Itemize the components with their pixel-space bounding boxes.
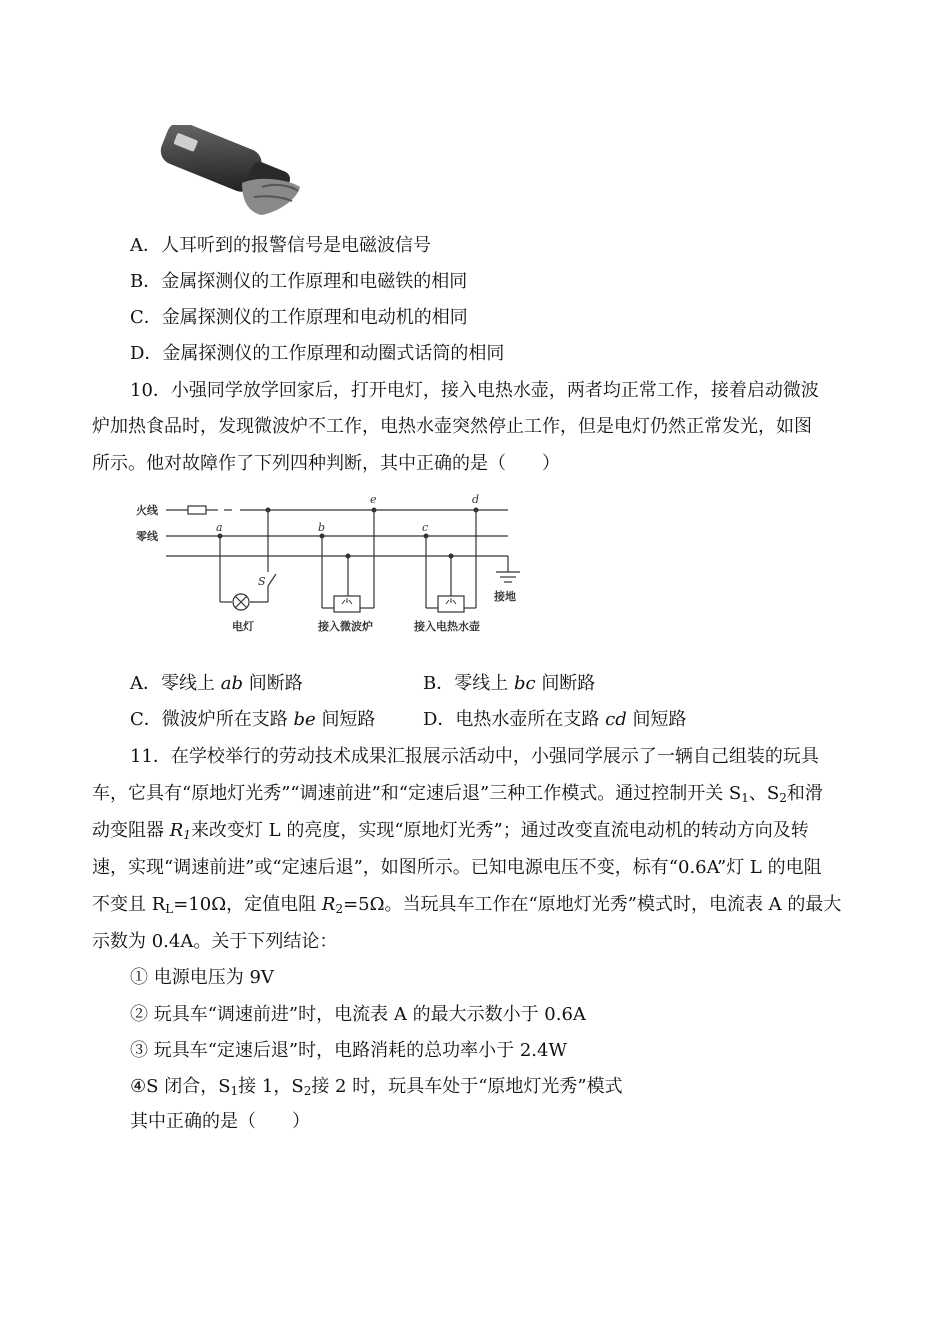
point-b: b bbox=[318, 521, 326, 534]
microwave-label: 接入微波炉 bbox=[318, 620, 373, 633]
q11-stem-line-6: 示数为 0.4A。关于下列结论： bbox=[92, 931, 338, 952]
neutral-wire-label: 零线 bbox=[136, 530, 158, 543]
q9-option-d: D．金属探测仪的工作原理和动圈式话筒的相同 bbox=[130, 343, 505, 364]
q10-option-c: C．微波炉所在支路 be 间短路 bbox=[130, 709, 376, 730]
q11-conclusion-1: ① 电源电压为 9V bbox=[130, 967, 274, 988]
lamp-label: 电灯 bbox=[232, 620, 254, 633]
point-d: d bbox=[472, 493, 480, 506]
switch-s-label: S bbox=[258, 575, 266, 588]
q11-stem-line-1: 11．在学校举行的劳动技术成果汇报展示活动中，小强同学展示了一辆自己组装的玩具 bbox=[130, 746, 819, 767]
q10-option-b: B．零线上 bc 间断路 bbox=[423, 673, 596, 694]
kettle-label: 接入电热水壶 bbox=[414, 620, 480, 633]
point-a: a bbox=[216, 521, 223, 534]
q10-stem-line-1: 10．小强同学放学回家后，打开电灯，接入电热水壶，两者均正常工作，接着启动微波 bbox=[130, 380, 819, 401]
q10-stem-line-2: 炉加热食品时，发现微波炉不工作，电热水壶突然停止工作，但是电灯仍然正常发光，如图 bbox=[92, 416, 812, 437]
q9-option-c: C．金属探测仪的工作原理和电动机的相同 bbox=[130, 307, 468, 328]
q11-conclusion-2: ② 玩具车“调速前进”时，电流表 A 的最大示数小于 0.6A bbox=[130, 1004, 586, 1025]
point-c: c bbox=[422, 521, 429, 534]
live-wire-label: 火线 bbox=[136, 504, 158, 517]
point-e: e bbox=[370, 493, 377, 506]
metal-detector-image bbox=[150, 125, 310, 220]
ground-label: 接地 bbox=[494, 590, 516, 603]
q9-option-b: B．金属探测仪的工作原理和电磁铁的相同 bbox=[130, 271, 468, 292]
q11-question: 其中正确的是（ ） bbox=[130, 1111, 310, 1132]
q11-conclusion-4: ④S 闭合，$S_1$接 1，$S_2$接 2 时，玩具车处于“原地灯光秀”模式 bbox=[130, 1076, 623, 1098]
q10-stem-line-3: 所示。他对故障作了下列四种判断，其中正确的是（ ） bbox=[92, 453, 560, 474]
q11-stem-line-4: 速，实现“调速前进”或“定速后退”，如图所示。已知电源电压不变，标有“0.6A”灯 L 的电阻 bbox=[92, 857, 822, 878]
q11-stem-line-5: 不变且 $R_L=10\Omega$，定值电阻 $R_2=5\Omega$。当玩具车工作在“原地灯光秀”模式时，电流表 A 的最大 bbox=[92, 894, 842, 916]
q10-option-a: A．零线上 ab 间断路 bbox=[130, 673, 303, 694]
q11-stem-line-3: 动变阻器 $R_1$来改变灯 L 的亮度，实现“原地灯光秀”；通过改变直流电动机的转动方向及转 bbox=[92, 820, 809, 842]
household-circuit-diagram bbox=[128, 490, 528, 640]
q9-option-a: A．人耳听到的报警信号是电磁波信号 bbox=[130, 235, 431, 256]
q11-conclusion-3: ③ 玩具车“定速后退”时，电路消耗的总功率小于 2.4W bbox=[130, 1040, 567, 1061]
q11-stem-line-2: 车，它具有“原地灯光秀”“调速前进”和“定速后退”三种工作模式。通过控制开关 $S_1$、$S_2$和滑 bbox=[92, 783, 823, 805]
q10-option-d: D．电热水壶所在支路 cd 间短路 bbox=[423, 709, 687, 730]
